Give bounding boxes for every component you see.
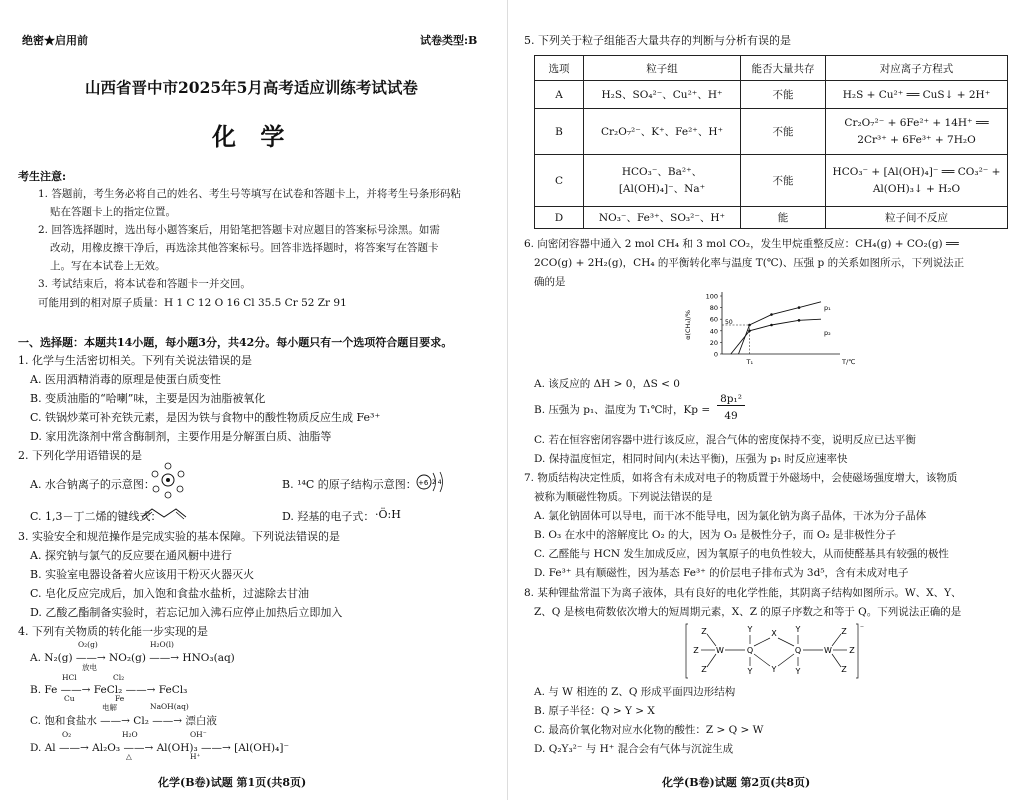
atom-w: W bbox=[824, 646, 832, 655]
q4d-cond-top-2: H₂O bbox=[122, 730, 138, 739]
q8-stem-line: Z、Q 是核电荷数依次增大的短周期元素，X、Z 的原子序数之和等于 Q。下列说法正确的是 bbox=[534, 606, 962, 618]
ions-line: HCO₃⁻、Ba²⁺、 bbox=[621, 165, 703, 178]
q2-option-c: C. 1,3－丁二烯的键线式： bbox=[30, 510, 162, 523]
atom-y: Y bbox=[795, 625, 801, 634]
option-cell: A bbox=[535, 81, 584, 109]
carbon-atom-diagram bbox=[414, 468, 450, 496]
y-tick-label: 80 bbox=[709, 304, 718, 313]
column-header: 粒子组 bbox=[584, 56, 741, 81]
q8-option-c: C. 最高价氧化物对应水化物的酸性：Z > Q > W bbox=[534, 724, 764, 736]
atomic-masses: 可能用到的相对原子质量：H 1 C 12 O 16 Cl 35.5 Cr 52 Zr 91 bbox=[38, 297, 347, 309]
equation-line: Al(OH)₃↓ + H₂O bbox=[872, 182, 961, 195]
q3-option-d: D. 乙酸乙酯制备实验时，若忘记加入沸石应停止加热后立即加入 bbox=[30, 606, 343, 619]
atom-z: Z bbox=[701, 665, 707, 674]
data-point bbox=[798, 319, 801, 322]
series-line-2 bbox=[731, 319, 821, 354]
y-tick-label: 0 bbox=[713, 350, 718, 359]
q4b-cond-top-1: HCl bbox=[62, 673, 77, 682]
q8-stem-line: 8. 某种锂盐常温下为离子液体，具有良好的电化学性能，其阴离子结构如图所示。W、X、Y、 bbox=[524, 587, 962, 599]
data-point bbox=[770, 324, 773, 327]
q4-stem: 4. 下列有关物质的转化能一步实现的是 bbox=[18, 625, 208, 638]
notice-item: 1. 答题前，考生务必将自己的姓名、考生号等填写在试卷和答题卡上，并将考生号条形码粘 bbox=[38, 188, 461, 200]
q4b-cond-bottom-2: Fe bbox=[115, 694, 125, 703]
q2-stem: 2. 下列化学用语错误的是 bbox=[18, 449, 142, 462]
table-row bbox=[535, 81, 1008, 109]
notice-item: 贴在答题卡上的指定位置。 bbox=[50, 206, 176, 218]
q8-option-a: A. 与 W 相连的 Z、Q 形成平面四边形结构 bbox=[534, 686, 736, 698]
page-fold bbox=[507, 0, 508, 800]
y-marker-label: 50 bbox=[725, 319, 733, 326]
page-footer-right: 化学(B卷)试题 第2页(共8页) bbox=[662, 776, 811, 789]
option-cell: B bbox=[535, 109, 584, 155]
series-label: p₁ bbox=[824, 303, 831, 312]
q2-option-a: A. 水合钠离子的示意图： bbox=[30, 478, 155, 491]
coexist-cell: 不能 bbox=[741, 81, 826, 109]
kp-denominator: 49 bbox=[724, 410, 738, 422]
q7-option-d: D. Fe³⁺ 具有顺磁性，因为基态 Fe³⁺ 的价层电子排布式为 3d⁵，含有未成对电子 bbox=[534, 567, 909, 579]
data-point bbox=[748, 324, 751, 327]
exam-title: 山西省晋中市2025年5月高考适应训练考试试卷 bbox=[85, 78, 418, 97]
q5-table bbox=[534, 55, 1008, 229]
q4a-cond-top-2: H₂O(l) bbox=[150, 640, 174, 649]
ions-cell: Cr₂O₇²⁻、K⁺、Fe²⁺、H⁺ bbox=[584, 109, 741, 155]
q4b-cond-bottom-1: Cu bbox=[64, 694, 75, 703]
series-line-1 bbox=[739, 302, 822, 354]
q4-option-d: D. Al ——→ Al₂O₃ ——→ Al(OH)₃ ——→ [Al(OH)₄]⁻ bbox=[30, 742, 289, 754]
q2-option-b: B. ¹⁴C 的原子结构示意图： bbox=[282, 478, 417, 491]
q6-option-d: D. 保持温度恒定，相同时间内(未达平衡)，压强为 p₁ 时反应速率快 bbox=[534, 453, 848, 465]
q8-option-b: B. 原子半径：Q > Y > X bbox=[534, 705, 655, 717]
q4d-cond-bottom-2: △ bbox=[126, 752, 132, 761]
q3-option-a: A. 探究钠与氯气的反应要在通风橱中进行 bbox=[30, 549, 232, 562]
q4-option-b: B. Fe ——→ FeCl₂ ——→ FeCl₃ bbox=[30, 684, 188, 696]
atom-z: Z bbox=[841, 665, 847, 674]
notice-item: 改动，用橡皮擦干净后，再选涂其他答案标号。回答非选择题时，将答案写在答题卡 bbox=[50, 242, 439, 254]
equation-line: 2Cr³⁺ + 6Fe³⁺ + 7H₂O bbox=[857, 133, 976, 146]
q4d-cond-top-3: OH⁻ bbox=[190, 730, 207, 739]
atom-q: Q bbox=[794, 646, 802, 655]
atom-y: Y bbox=[747, 625, 753, 634]
column-header: 对应离子方程式 bbox=[826, 56, 1008, 81]
q1-option-c: C. 铁锅炒菜可补充铁元素，是因为铁与食物中的酸性物质反应生成 Fe³⁺ bbox=[30, 411, 381, 424]
right-page bbox=[512, 0, 1013, 800]
q6-option-a: A. 该反应的 ΔH > 0，ΔS < 0 bbox=[534, 378, 680, 390]
anion-charge: ⁻ bbox=[859, 623, 864, 632]
y-tick-label: 20 bbox=[709, 338, 718, 347]
column-header: 能否大量共存 bbox=[741, 56, 826, 81]
y-axis-label: α(CH₄)/% bbox=[684, 310, 692, 340]
q4b-cond-top-2: Cl₂ bbox=[113, 673, 125, 682]
anion-structure bbox=[684, 622, 864, 680]
subject-title: 化 学 bbox=[212, 122, 293, 151]
q6-stem-line: 6. 向密闭容器中通入 2 mol CH₄ 和 3 mol CO₂，发生甲烷重整反应：CH₄(g) + CO₂(g) ══ bbox=[524, 238, 959, 250]
column-header: 选项 bbox=[535, 56, 584, 81]
q3-stem: 3. 实验安全和规范操作是完成实验的基本保障。下列说法错误的是 bbox=[18, 530, 340, 543]
atom-y: Y bbox=[771, 665, 777, 674]
option-cell: D bbox=[535, 207, 584, 229]
q6-stem-line: 确的是 bbox=[534, 276, 566, 288]
equation-line: Cr₂O₇²⁻ + 6Fe²⁺ + 14H⁺ ══ bbox=[844, 116, 989, 129]
q6-option-c: C. 若在恒容密闭容器中进行该反应，混合气体的密度保持不变，说明反应已达平衡 bbox=[534, 434, 916, 446]
kp-numerator: 8p₁² bbox=[717, 393, 745, 406]
table-row bbox=[535, 207, 1008, 229]
q4c-cond-top-1: 电解 bbox=[102, 703, 117, 712]
equation-cell: H₂S + Cu²⁺ ══ CuS↓ + 2H⁺ bbox=[826, 81, 1008, 109]
q4d-cond-bottom-3: H⁺ bbox=[190, 752, 201, 761]
q1-option-b: B. 变质油脂的“哈喇”味，主要是因为油脂被氧化 bbox=[30, 392, 266, 405]
q2-option-d: D. 羟基的电子式： bbox=[282, 510, 375, 523]
atom-z: Z bbox=[693, 646, 699, 655]
ions-cell bbox=[584, 155, 741, 207]
q4-option-c: C. 饱和食盐水 ——→ Cl₂ ——→ 漂白液 bbox=[30, 715, 217, 727]
equation-cell bbox=[826, 155, 1008, 207]
atom-y: Y bbox=[747, 667, 753, 676]
q4a-cond-bottom-1: 放电 bbox=[82, 663, 97, 672]
q4d-cond-top-1: O₂ bbox=[62, 730, 72, 739]
atom-nucleus-label: +6 bbox=[418, 479, 429, 487]
hydroxyl-electron-formula: ·Ö:H bbox=[375, 508, 401, 521]
atom-x: X bbox=[771, 629, 777, 638]
q1-stem: 1. 化学与生活密切相关。下列有关说法错误的是 bbox=[18, 354, 252, 367]
notice-item: 2. 回答选择题时，选出每小题答案后，用铅笔把答题卡对应题目的答案标号涂黑。如需 bbox=[38, 224, 440, 236]
atom-shell-electrons: 2 4 bbox=[432, 479, 442, 486]
data-point bbox=[770, 313, 773, 316]
notice-item: 上。写在本试卷上无效。 bbox=[50, 260, 166, 272]
q8-option-d: D. Q₂Y₃²⁻ 与 H⁺ 混合会有气体与沉淀生成 bbox=[534, 743, 734, 755]
q7-option-b: B. O₃ 在水中的溶解度比 O₂ 的大，因为 O₃ 是极性分子，而 O₂ 是非极性分子 bbox=[534, 529, 897, 541]
y-tick-label: 40 bbox=[709, 327, 718, 336]
atom-z: Z bbox=[841, 627, 847, 636]
q3-option-b: B. 实验室电器设备着火应该用干粉灭火器灭火 bbox=[30, 568, 255, 581]
option-cell: C bbox=[535, 155, 584, 207]
q4c-cond-top-2: NaOH(aq) bbox=[150, 702, 189, 711]
table-row bbox=[535, 109, 1008, 155]
q7-stem-line: 被称为顺磁性物质。下列说法错误的是 bbox=[534, 491, 713, 503]
hydrated-sodium-diagram bbox=[148, 460, 188, 500]
section-heading: 一、选择题：本题共14小题，每小题3分，共42分。每小题只有一个选项符合题目要求。 bbox=[18, 336, 453, 349]
data-point bbox=[798, 306, 801, 309]
q4a-cond-top-1: O₂(g) bbox=[78, 640, 98, 649]
series-label: p₂ bbox=[824, 329, 831, 338]
q6-option-b: B. 压强为 p₁、温度为 T₁℃时，Kp = bbox=[534, 404, 711, 416]
coexist-cell: 不能 bbox=[741, 155, 826, 207]
y-tick-label: 60 bbox=[709, 315, 718, 324]
y-tick-label: 100 bbox=[705, 292, 718, 301]
x-axis-label: T/℃ bbox=[842, 358, 856, 366]
confidential-mark: 绝密★启用前 bbox=[22, 34, 88, 47]
q1-option-d: D. 家用洗涤剂中常含酶制剂，主要作用是分解蛋白质、油脂等 bbox=[30, 430, 332, 443]
data-point bbox=[748, 330, 751, 333]
q4-option-a: A. N₂(g) ——→ NO₂(g) ——→ HNO₃(aq) bbox=[30, 652, 235, 664]
atom-z: Z bbox=[701, 627, 707, 636]
coexist-cell: 能 bbox=[741, 207, 826, 229]
left-page bbox=[0, 0, 505, 800]
equation-cell bbox=[826, 109, 1008, 155]
q3-option-c: C. 皂化反应完成后，加入饱和食盐水盐析，过滤除去甘油 bbox=[30, 587, 310, 600]
coexist-cell: 不能 bbox=[741, 109, 826, 155]
table-header-row bbox=[535, 56, 1008, 81]
atom-w: W bbox=[716, 646, 724, 655]
ions-cell: H₂S、SO₄²⁻、Cu²⁺、H⁺ bbox=[584, 81, 741, 109]
notice-item: 3. 考试结束后，将本试卷和答题卡一并交回。 bbox=[38, 278, 251, 290]
ions-cell: NO₃⁻、Fe³⁺、SO₃²⁻、H⁺ bbox=[584, 207, 741, 229]
ions-line: [Al(OH)₄]⁻、Na⁺ bbox=[618, 182, 706, 195]
q6-stem-line: 2CO(g) + 2H₂(g)，CH₄ 的平衡转化率与温度 T(℃)、压强 p 的关系如图所示，下列说法正 bbox=[534, 257, 965, 269]
q7-option-a: A. 氯化钠固体可以导电，而干冰不能导电，因为氯化钠为离子晶体，干冰为分子晶体 bbox=[534, 510, 927, 522]
q1-option-a: A. 医用酒精消毒的原理是使蛋白质变性 bbox=[30, 373, 221, 386]
atom-z: Z bbox=[849, 646, 855, 655]
page-footer-left: 化学(B卷)试题 第1页(共8页) bbox=[158, 776, 307, 789]
table-row bbox=[535, 155, 1008, 207]
q5-stem: 5. 下列关于粒子组能否大量共存的判断与分析有误的是 bbox=[524, 34, 791, 47]
atom-q: Q bbox=[746, 646, 754, 655]
q7-stem-line: 7. 物质结构决定性质，如将含有未成对电子的物质置于外磁场中，会使磁场强度增大，该物质 bbox=[524, 472, 958, 484]
q7-option-c: C. 乙醛能与 HCN 发生加成反应，因为氧原子的电负性较大，从而使醛基具有较强的极性 bbox=[534, 548, 949, 560]
notice-heading: 考生注意: bbox=[18, 170, 67, 183]
conversion-chart bbox=[680, 288, 860, 370]
paper-type: 试卷类型:B bbox=[420, 34, 478, 47]
butadiene-skeletal-formula bbox=[140, 506, 188, 520]
equation-cell: 粒子间不反应 bbox=[826, 207, 1008, 229]
atom-y: Y bbox=[795, 667, 801, 676]
equation-line: HCO₃⁻ + [Al(OH)₄]⁻ ══ CO₃²⁻ + bbox=[832, 165, 1001, 178]
x-marker-label: T₁ bbox=[746, 358, 754, 366]
